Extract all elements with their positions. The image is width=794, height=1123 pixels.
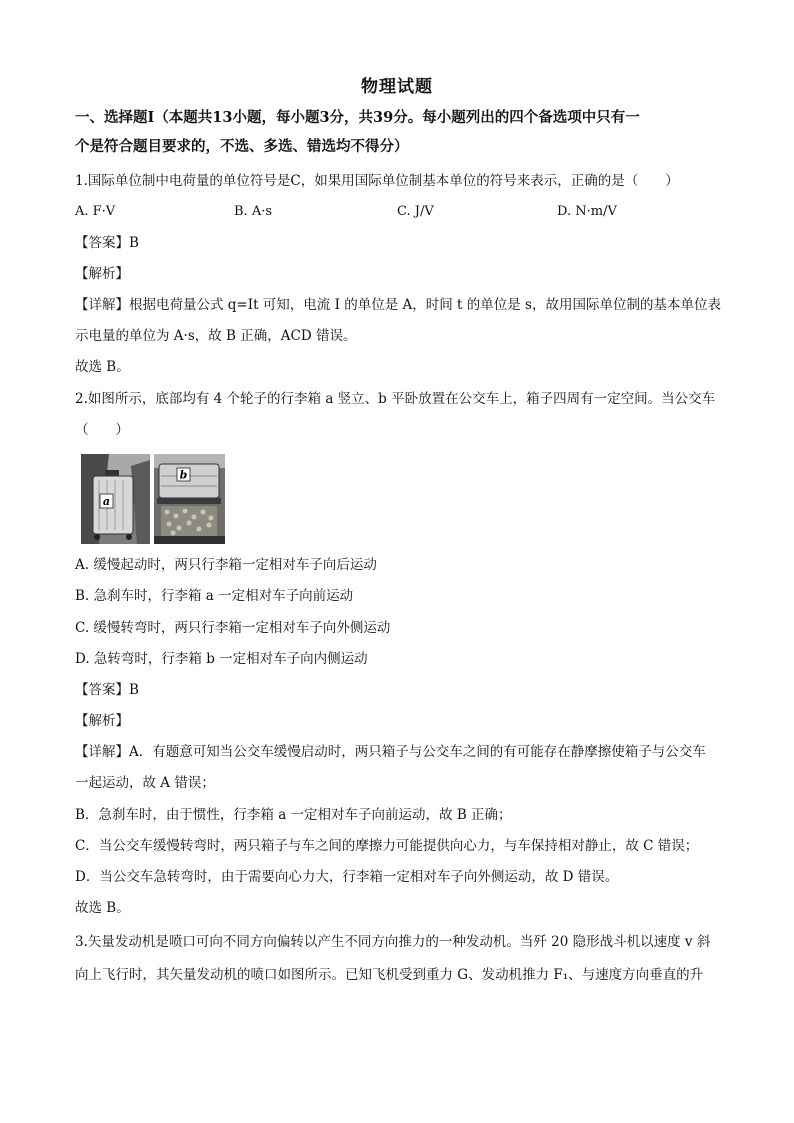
q2-detail-line-1: 【详解】A．有题意可知当公交车缓慢启动时，两只箱子与公交车之间的有可能存在静摩擦使箱子与公交车 [75, 744, 706, 760]
q2-option-d: D. 急转弯时，行李箱 b 一定相对车子向内侧运动 [75, 651, 368, 667]
q2-option-b: B. 急刹车时，行李箱 a 一定相对车子向前运动 [75, 588, 354, 604]
q2-conclusion: 故选 B。 [75, 900, 130, 916]
luggage-photo-b [154, 454, 225, 544]
q1-option-a: A. F·V [75, 204, 116, 219]
luggage-photos [81, 454, 225, 544]
q2-detail-line-4: C．当公交车缓慢转弯时，两只箱子与车之间的摩擦力可能提供向心力，与车保持相对静止，故 C 错误； [75, 838, 699, 854]
luggage-photo-a [81, 454, 150, 544]
luggage-label-b: b [179, 468, 188, 482]
q2-option-a: A. 缓慢起动时，两只行李箱一定相对车子向后运动 [75, 557, 377, 573]
section-heading-line-2: 个是符合题目要求的，不选、多选、错选均不得分） [75, 138, 409, 155]
q2-stem-line-2: （ ） [75, 422, 129, 438]
q2-detail-line-5: D．当公交车急转弯时，由于需要向心力大，行李箱一定相对车子向外侧运动，故 D 错误。 [75, 869, 619, 885]
q2-detail-line-3: B．急刹车时，由于惯性，行李箱 a 一定相对车子向前运动，故 B 正确； [75, 807, 512, 823]
section-heading-line-1: 一、选择题Ⅰ（本题共13小题，每小题3分，共39分。每小题列出的四个备选项中只有一 [75, 109, 640, 126]
q2-detail-line-2: 一起运动，故 A 错误； [75, 775, 215, 791]
q1-answer: 【答案】B [75, 235, 139, 251]
q1-detail-line-1: 【详解】根据电荷量公式 q=It 可知，电流 I 的单位是 A，时间 t 的单位是 s，故用国际单位制的基本单位表 [75, 297, 721, 313]
q1-detail-line-2: 示电量的单位为 A·s，故 B 正确，ACD 错误。 [75, 328, 357, 344]
page-title: 物理试题 [361, 77, 433, 97]
luggage-label-a: a [102, 495, 111, 508]
q2-option-c: C. 缓慢转弯时，两只行李箱一定相对车子向外侧运动 [75, 620, 391, 636]
q2-answer: 【答案】B [75, 682, 139, 698]
q3-stem-line-1: 3.矢量发动机是喷口可向不同方向偏转以产生不同方向推力的一种发动机。当歼 20 隐形战斗机以速度 v 斜 [75, 934, 711, 950]
q1-option-c: C. J/V [397, 204, 434, 219]
q2-analysis-label: 【解析】 [75, 713, 129, 729]
q1-stem: 1.国际单位制中电荷量的单位符号是C，如果用国际单位制基本单位的符号来表示，正确的是（ ） [75, 173, 679, 189]
luggage-photo-pair [81, 454, 225, 544]
q1-conclusion: 故选 B。 [75, 359, 130, 375]
q1-option-b: B. A·s [234, 204, 273, 219]
q1-analysis-label: 【解析】 [75, 266, 129, 282]
q3-stem-line-2: 向上飞行时，其矢量发动机的喷口如图所示。已知飞机受到重力 G、发动机推力 F₁、与速度方向垂直的升 [75, 967, 704, 983]
q2-stem-line-1: 2.如图所示，底部均有 4 个轮子的行李箱 a 竖立、b 平卧放置在公交车上，箱子四周有一定空间。当公交车 [75, 391, 716, 407]
q1-option-d: D. N·m/V [557, 204, 617, 219]
